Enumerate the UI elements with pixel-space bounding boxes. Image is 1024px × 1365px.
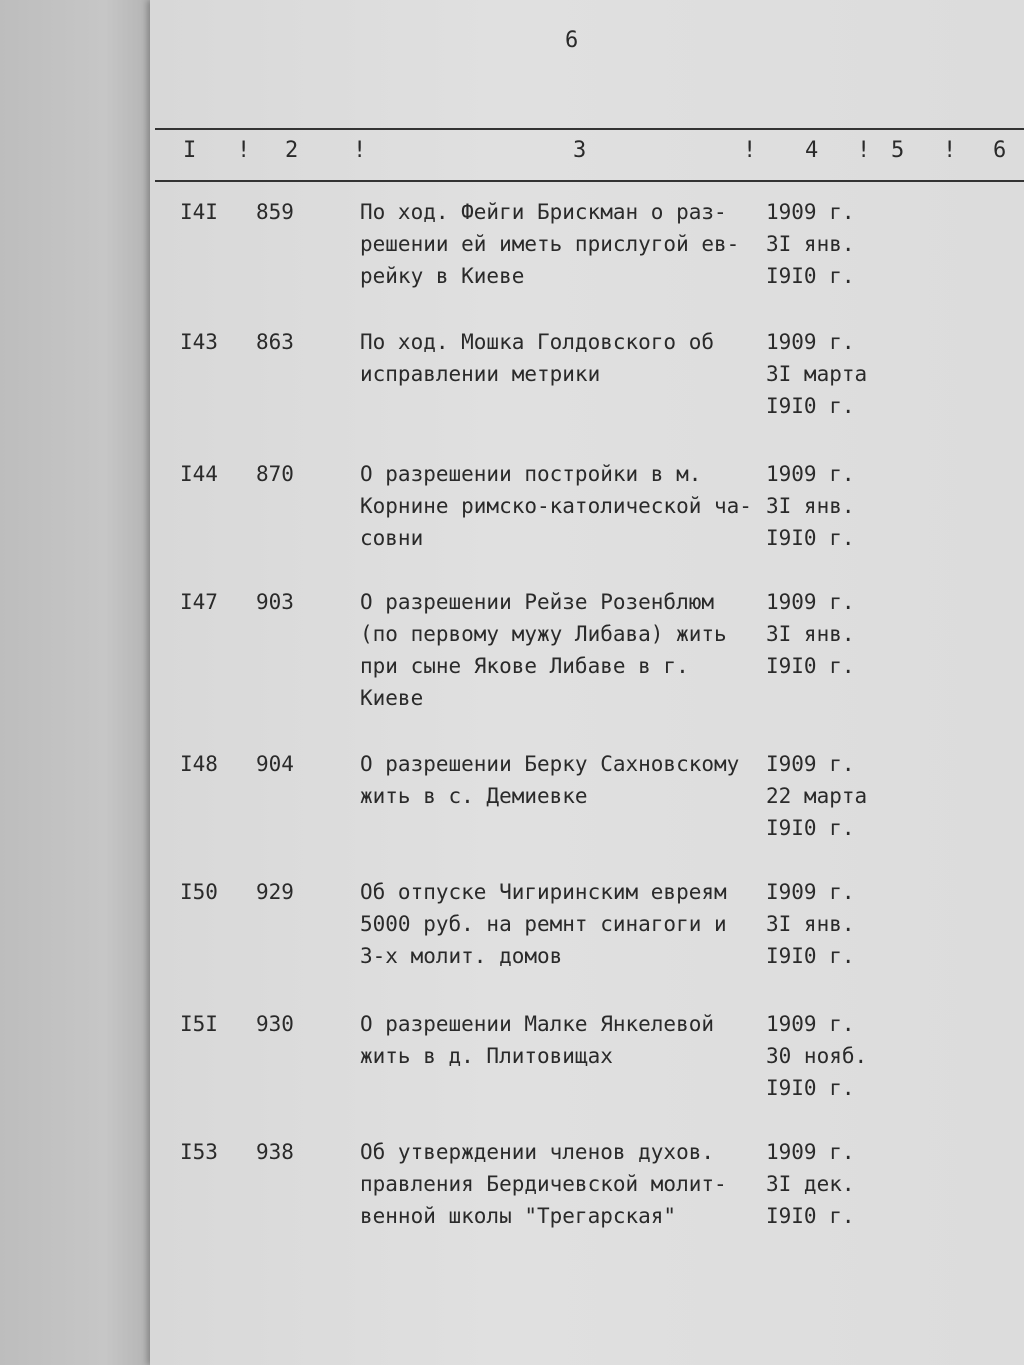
description-line: Киеве xyxy=(360,686,424,710)
date-line: 3I янв. xyxy=(766,622,855,646)
entry-number: I47 xyxy=(180,590,218,614)
date-line: 22 марта xyxy=(766,784,868,808)
date-line: I9I0 г. xyxy=(766,944,855,968)
entry-dates xyxy=(766,458,886,554)
description-line: О разрешении Рейзе Розенблюм xyxy=(360,590,715,614)
entry-description xyxy=(360,196,770,292)
description-line: решении ей иметь прислугой ев- xyxy=(360,232,740,256)
header-col-3: 3 xyxy=(573,138,587,163)
entry-code: 903 xyxy=(256,590,294,614)
header-col-6: 6 xyxy=(993,138,1007,163)
date-line: I909 г. xyxy=(766,880,855,904)
description-line: О разрешении Малке Янкелевой xyxy=(360,1012,715,1036)
entry-number: I53 xyxy=(180,1140,218,1164)
date-line: 1909 г. xyxy=(766,1140,855,1164)
entry-code: 870 xyxy=(256,462,294,486)
date-line: 1909 г. xyxy=(766,1012,855,1036)
entry-code: 904 xyxy=(256,752,294,776)
date-line: I9I0 г. xyxy=(766,1204,855,1228)
previous-page-edge xyxy=(0,0,150,1365)
date-line: I909 г. xyxy=(766,752,855,776)
description-line: (по первому мужу Либава) жить xyxy=(360,622,727,646)
entry-description xyxy=(360,1008,770,1072)
header-col-1: I xyxy=(183,138,197,163)
entry-description xyxy=(360,326,770,390)
entry-description xyxy=(360,1136,770,1232)
entry-code: 938 xyxy=(256,1140,294,1164)
page-number: 6 xyxy=(565,28,579,53)
entry-dates xyxy=(766,1136,886,1232)
entry-number: I48 xyxy=(180,752,218,776)
entry-code: 863 xyxy=(256,330,294,354)
description-line: жить в с. Демиевке xyxy=(360,784,588,808)
description-line: Об отпуске Чигиринским евреям xyxy=(360,880,727,904)
date-line: 3I янв. xyxy=(766,912,855,936)
date-line: 30 нояб. xyxy=(766,1044,868,1068)
date-line: 1909 г. xyxy=(766,590,855,614)
date-line: 1909 г. xyxy=(766,200,855,224)
entry-dates xyxy=(766,326,886,422)
date-line: I9I0 г. xyxy=(766,654,855,678)
header-separator: ! xyxy=(943,138,957,163)
entry-code: 930 xyxy=(256,1012,294,1036)
description-line: По ход. Мошка Голдовского об xyxy=(360,330,715,354)
description-line: правления Бердичевской молит- xyxy=(360,1172,727,1196)
description-line: при сыне Якове Либаве в г. xyxy=(360,654,689,678)
date-line: 3I дек. xyxy=(766,1172,855,1196)
description-line: Об утверждении членов духов. xyxy=(360,1140,715,1164)
date-line: 1909 г. xyxy=(766,462,855,486)
date-line: I9I0 г. xyxy=(766,526,855,550)
entry-number: I50 xyxy=(180,880,218,904)
entry-number: I5I xyxy=(180,1012,218,1036)
date-line: I9I0 г. xyxy=(766,816,855,840)
description-line: совни xyxy=(360,526,424,550)
table-header xyxy=(155,128,1024,182)
entry-code: 929 xyxy=(256,880,294,904)
entry-number: I44 xyxy=(180,462,218,486)
description-line: О разрешении постройки в м. xyxy=(360,462,702,486)
description-line: рейку в Киеве xyxy=(360,264,525,288)
header-separator: ! xyxy=(353,138,367,163)
header-col-2: 2 xyxy=(285,138,299,163)
description-line: венной школы "Трегарская" xyxy=(360,1204,677,1228)
header-separator: ! xyxy=(237,138,251,163)
description-line: По ход. Фейги Брискман о раз- xyxy=(360,200,727,224)
entry-number: I4I xyxy=(180,200,218,224)
header-col-4: 4 xyxy=(805,138,819,163)
description-line: Корнине римско-католической ча- xyxy=(360,494,752,518)
header-col-5: 5 xyxy=(891,138,905,163)
entry-number: I43 xyxy=(180,330,218,354)
header-separator: ! xyxy=(743,138,757,163)
date-line: I9I0 г. xyxy=(766,394,855,418)
date-line: I9I0 г. xyxy=(766,1076,855,1100)
description-line: О разрешении Берку Сахновскому xyxy=(360,752,740,776)
entry-dates xyxy=(766,196,886,292)
entry-dates xyxy=(766,586,886,682)
description-line: жить в д. Плитовищах xyxy=(360,1044,613,1068)
date-line: 3I янв. xyxy=(766,494,855,518)
entry-dates xyxy=(766,1008,886,1104)
entry-dates xyxy=(766,876,886,972)
description-line: исправлении метрики xyxy=(360,362,601,386)
entry-description xyxy=(360,458,770,554)
entry-description xyxy=(360,748,770,812)
description-line: 3-х молит. домов xyxy=(360,944,563,968)
date-line: 3I марта xyxy=(766,362,868,386)
header-separator: ! xyxy=(857,138,871,163)
date-line: I9I0 г. xyxy=(766,264,855,288)
entry-description xyxy=(360,586,770,714)
description-line: 5000 руб. на ремнт синагоги и xyxy=(360,912,727,936)
entry-description xyxy=(360,876,770,972)
entry-code: 859 xyxy=(256,200,294,224)
date-line: 3I янв. xyxy=(766,232,855,256)
date-line: 1909 г. xyxy=(766,330,855,354)
entry-dates xyxy=(766,748,886,844)
